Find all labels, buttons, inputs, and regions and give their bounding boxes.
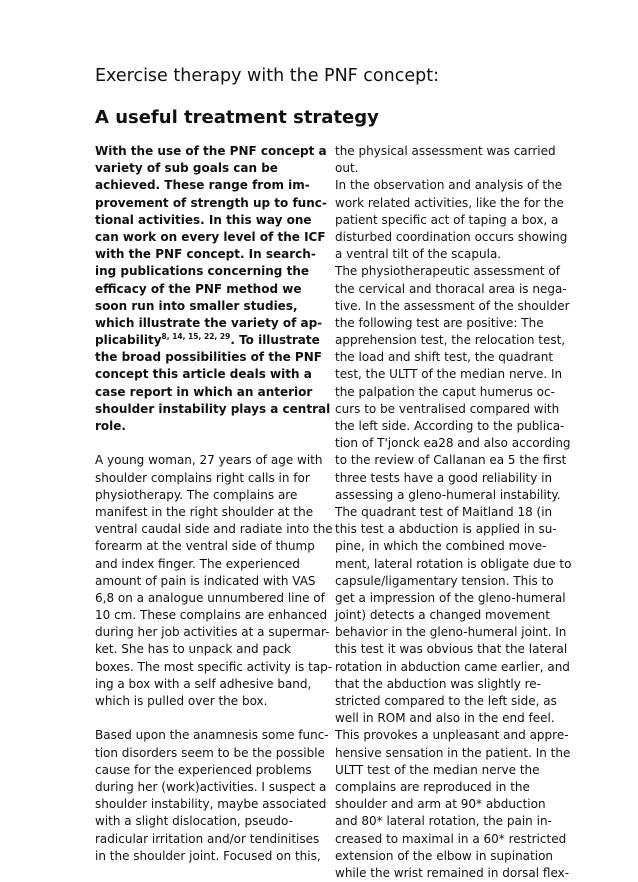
body-line: during her job activities at a supermar- bbox=[95, 625, 330, 640]
reference-superscript: 8, 14, 15, 22, 29 bbox=[161, 332, 231, 342]
intro-line: efficacy of the PNF method we bbox=[95, 281, 302, 296]
body-line: tion of T'jonck ea28 and also according bbox=[335, 436, 571, 451]
body-line: hensive sensation in the patient. In the bbox=[335, 745, 571, 760]
intro-line: concept this article deals with a bbox=[95, 367, 312, 382]
body-line: capsule/ligamentary tension. This to bbox=[335, 573, 554, 588]
body-line: The quadrant test of Maitland 18 (in bbox=[335, 504, 553, 519]
body-line: cause for the experienced problems bbox=[95, 762, 312, 777]
body-line: joint) detects a changed movement bbox=[335, 608, 550, 623]
applicability-word: plicability bbox=[95, 333, 162, 348]
intro-line: achieved. These range from im- bbox=[95, 178, 310, 193]
body-line: pine, in which the combined move- bbox=[335, 539, 547, 554]
body-line: the left side. According to the publica- bbox=[335, 419, 565, 433]
intro-paragraph bbox=[95, 143, 331, 435]
body-line: rotation in abduction came earlier, and bbox=[335, 659, 570, 674]
intro-line: With the use of the PNF concept a bbox=[95, 144, 327, 158]
intro-line: the broad possibilities of the PNF bbox=[95, 350, 322, 365]
body-line: manifest in the right shoulder at the bbox=[95, 504, 314, 519]
body-line: ket. She has to unpack and pack bbox=[95, 642, 291, 657]
body-line: extension of the elbow in supination bbox=[335, 848, 554, 863]
body-line: The physiotherapeutic assessment of bbox=[335, 264, 560, 279]
body-line: radicular irritation and/or tendinitises bbox=[95, 831, 320, 846]
body-line: Based upon the anamnesis some func- bbox=[95, 728, 329, 743]
body-line: assessing a gleno-humeral instability. bbox=[335, 487, 561, 502]
body-line: A young woman, 27 years of age with bbox=[95, 453, 323, 468]
paragraph-spacer bbox=[95, 435, 321, 452]
body-line: physiotherapy. The complains are bbox=[95, 487, 298, 502]
intro-line: case report in which an anterior bbox=[95, 384, 313, 399]
body-line: stricted compared to the left side, as bbox=[335, 694, 557, 708]
body-line: the cervical and thoracal area is nega- bbox=[335, 281, 567, 296]
body-line: behavior in the gleno-humeral joint. In bbox=[335, 625, 567, 640]
body-line: amount of pain is indicated with VAS bbox=[95, 573, 316, 588]
body-line: three tests have a good reliability in bbox=[335, 470, 553, 485]
body-line: which is pulled over the box. bbox=[95, 694, 268, 708]
body-line: and index finger. The experienced bbox=[95, 556, 300, 571]
article-subtitle: A useful treatment strategy bbox=[95, 107, 379, 128]
body-line: This provokes a unpleasant and appre- bbox=[335, 728, 569, 743]
body-line: apprehension test, the relocation test, bbox=[335, 333, 566, 348]
body-line: tive. In the assessment of the shoulder bbox=[335, 298, 570, 313]
body-line: during her (work)activities. I suspect a bbox=[95, 779, 327, 794]
intro-line: role. bbox=[95, 419, 126, 433]
body-line: out. bbox=[335, 161, 359, 176]
body-line: ing a box with a self adhesive band, bbox=[95, 676, 312, 691]
body-line: creased to maximal in a 60* restricted bbox=[335, 831, 567, 846]
body-line: ULTT test of the median nerve the bbox=[335, 762, 540, 777]
body-line: complains are reproduced in the bbox=[335, 779, 530, 794]
body-line: well in ROM and also in the end feel. bbox=[335, 711, 555, 726]
intro-line: can work on every level of the ICF bbox=[95, 229, 326, 244]
body-line: tion disorders seem to be the possible bbox=[95, 745, 325, 760]
body-line: forearm at the ventral side of thump bbox=[95, 539, 315, 554]
body-line: disturbed coordination occurs showing bbox=[335, 229, 568, 244]
body-line: and 80* lateral rotation, the pain in- bbox=[335, 814, 552, 829]
body-line: in the shoulder joint. Focused on this, bbox=[95, 848, 321, 863]
body-line: shoulder instability, maybe associated bbox=[95, 797, 327, 812]
body-line: shoulder complains right calls in for bbox=[95, 470, 310, 485]
body-line: this test it was obvious that the lateral bbox=[335, 642, 568, 657]
body-line: while the wrist remained in dorsal flex- bbox=[335, 865, 570, 880]
body-line: boxes. The most specific activity is tap- bbox=[95, 659, 333, 674]
body-line: the physical assessment was carried bbox=[335, 144, 556, 158]
body-line: the load and shift test, the quadrant bbox=[335, 350, 554, 365]
body-line: ventral caudal side and radiate into the bbox=[95, 522, 333, 537]
article-title: Exercise therapy with the PNF concept: bbox=[95, 66, 439, 86]
body-line: this test a abduction is applied in su- bbox=[335, 522, 557, 537]
body-line: patient specific act of taping a box, a bbox=[335, 212, 559, 227]
applicability-rest: . To illustrate bbox=[230, 333, 320, 348]
case-description-paragraph bbox=[95, 452, 333, 710]
body-line: a ventral tilt of the scapula. bbox=[335, 247, 502, 262]
intro-line: shoulder instability plays a central bbox=[95, 401, 331, 416]
body-line: curs to be ventralised compared with bbox=[335, 401, 560, 416]
intro-line: ing publications concerning the bbox=[95, 264, 309, 279]
body-line: with a slight dislocation, pseudo- bbox=[95, 814, 293, 829]
body-line: to the review of Callanan ea 5 the first bbox=[335, 453, 567, 468]
intro-line: which illustrate the variety of ap- bbox=[95, 315, 323, 330]
body-line: test, the ULTT of the median nerve. In bbox=[335, 367, 563, 382]
right-column bbox=[335, 143, 570, 882]
body-line: In the observation and analysis of the bbox=[335, 178, 563, 193]
intro-line: provement of strength up to func- bbox=[95, 195, 327, 210]
body-line: the following test are positive: The bbox=[335, 315, 544, 330]
intro-line: variety of sub goals can be bbox=[95, 161, 278, 176]
body-line: 10 cm. These complains are enhanced bbox=[95, 608, 328, 623]
left-column bbox=[95, 143, 333, 865]
body-line: the palpation the caput humerus oc- bbox=[335, 384, 555, 399]
body-line: shoulder and arm at 90* abduction bbox=[335, 797, 546, 812]
intro-line: soon run into smaller studies, bbox=[95, 298, 298, 313]
body-line: 6,8 on a analogue unnumbered line of bbox=[95, 590, 325, 605]
body-line: ment, lateral rotation is obligate due to bbox=[335, 556, 572, 571]
anamnesis-paragraph bbox=[95, 727, 329, 865]
intro-line: tional activities. In this way one bbox=[95, 212, 312, 227]
body-line: that the abduction was slightly re- bbox=[335, 676, 541, 691]
paragraph-spacer bbox=[95, 710, 321, 727]
intro-line-references bbox=[95, 332, 321, 349]
intro-line: with the PNF concept. In search- bbox=[95, 247, 316, 262]
body-line: work related activities, like the for the bbox=[335, 195, 564, 210]
body-line: get a impression of the gleno-humeral bbox=[335, 590, 566, 605]
